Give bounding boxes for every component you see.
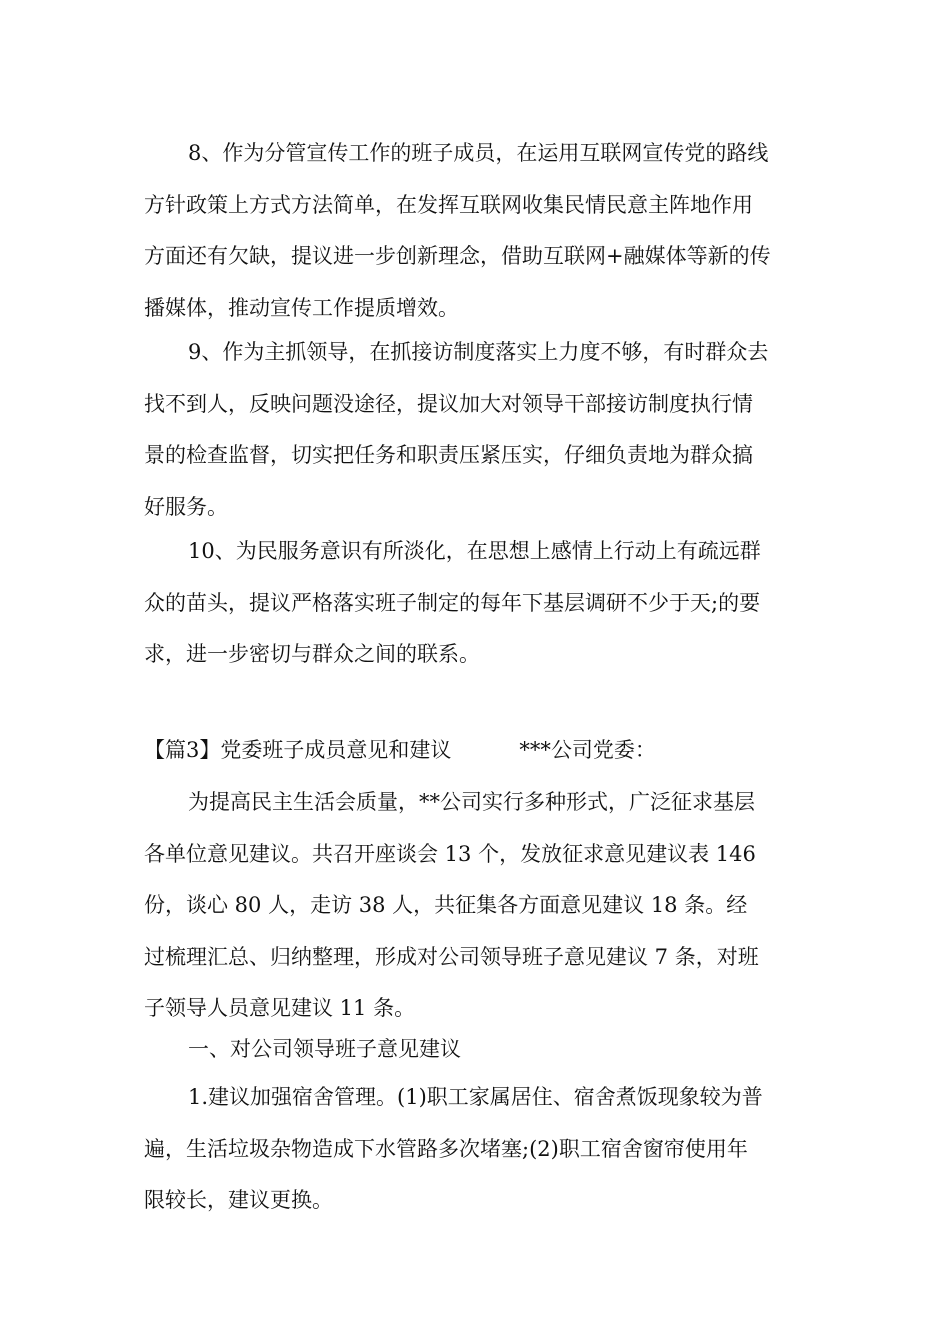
list-item-1 — [144, 1072, 808, 1227]
paragraph-item-8 — [144, 128, 808, 334]
paragraph-item-10 — [144, 526, 808, 681]
paragraph-item-9 — [144, 327, 808, 533]
subheading — [144, 1024, 808, 1076]
text-line: 好服务。 — [144, 494, 228, 519]
text-line: 景的检查监督，切实把任务和职责压紧压实，仔细负责地为群众搞 — [144, 443, 753, 468]
text-line: 找不到人，反映问题没途径，提议加大对领导干部接访制度执行情 — [144, 391, 753, 416]
section-recipient: ***公司党委： — [519, 738, 656, 762]
section-heading — [144, 725, 808, 777]
subheading-text: 一、对公司领导班子意见建议 — [188, 1037, 461, 1061]
section-title: 【篇3】党委班子成员意见和建议 — [144, 738, 452, 762]
text-line: 限较长，建议更换。 — [144, 1188, 333, 1213]
text-line: 求，进一步密切与群众之间的联系。 — [144, 642, 480, 667]
text-line: 播媒体，推动宣传工作提质增效。 — [144, 295, 459, 320]
text-line: 1.建议加强宿舍管理。(1)职工家属居住、宿舍煮饭现象较为普 — [188, 1085, 763, 1109]
text-line: 众的苗头，提议严格落实班子制定的每年下基层调研不少于天;的要 — [144, 590, 761, 615]
text-line: 8、作为分管宣传工作的班子成员，在运用互联网宣传党的路线 — [188, 141, 769, 165]
text-line: 方针政策上方式方法简单，在发挥互联网收集民情民意主阵地作用 — [144, 192, 753, 217]
text-line: 遍，生活垃圾杂物造成下水管路多次堵塞;(2)职工宿舍窗帘使用年 — [144, 1136, 748, 1161]
text-line: 过梳理汇总、归纳整理，形成对公司领导班子意见建议 7 条，对班 — [144, 944, 759, 969]
text-line: 各单位意见建议。共召开座谈会 13 个，发放征求意见建议表 146 — [144, 841, 756, 866]
text-line: 子领导人员意见建议 11 条。 — [144, 996, 416, 1021]
text-line: 方面还有欠缺，提议进一步创新理念，借助互联网+融媒体等新的传 — [144, 244, 771, 269]
text-line: 份，谈心 80 人，走访 38 人，共征集各方面意见建议 18 条。经 — [144, 893, 748, 918]
text-line: 为提高民主生活会质量，**公司实行多种形式，广泛征求基层 — [188, 790, 755, 814]
intro-paragraph — [144, 777, 808, 1035]
text-line: 10、为民服务意识有所淡化，在思想上感情上行动上有疏远群 — [188, 539, 761, 563]
text-line: 9、作为主抓领导，在抓接访制度落实上力度不够，有时群众去 — [188, 340, 769, 364]
